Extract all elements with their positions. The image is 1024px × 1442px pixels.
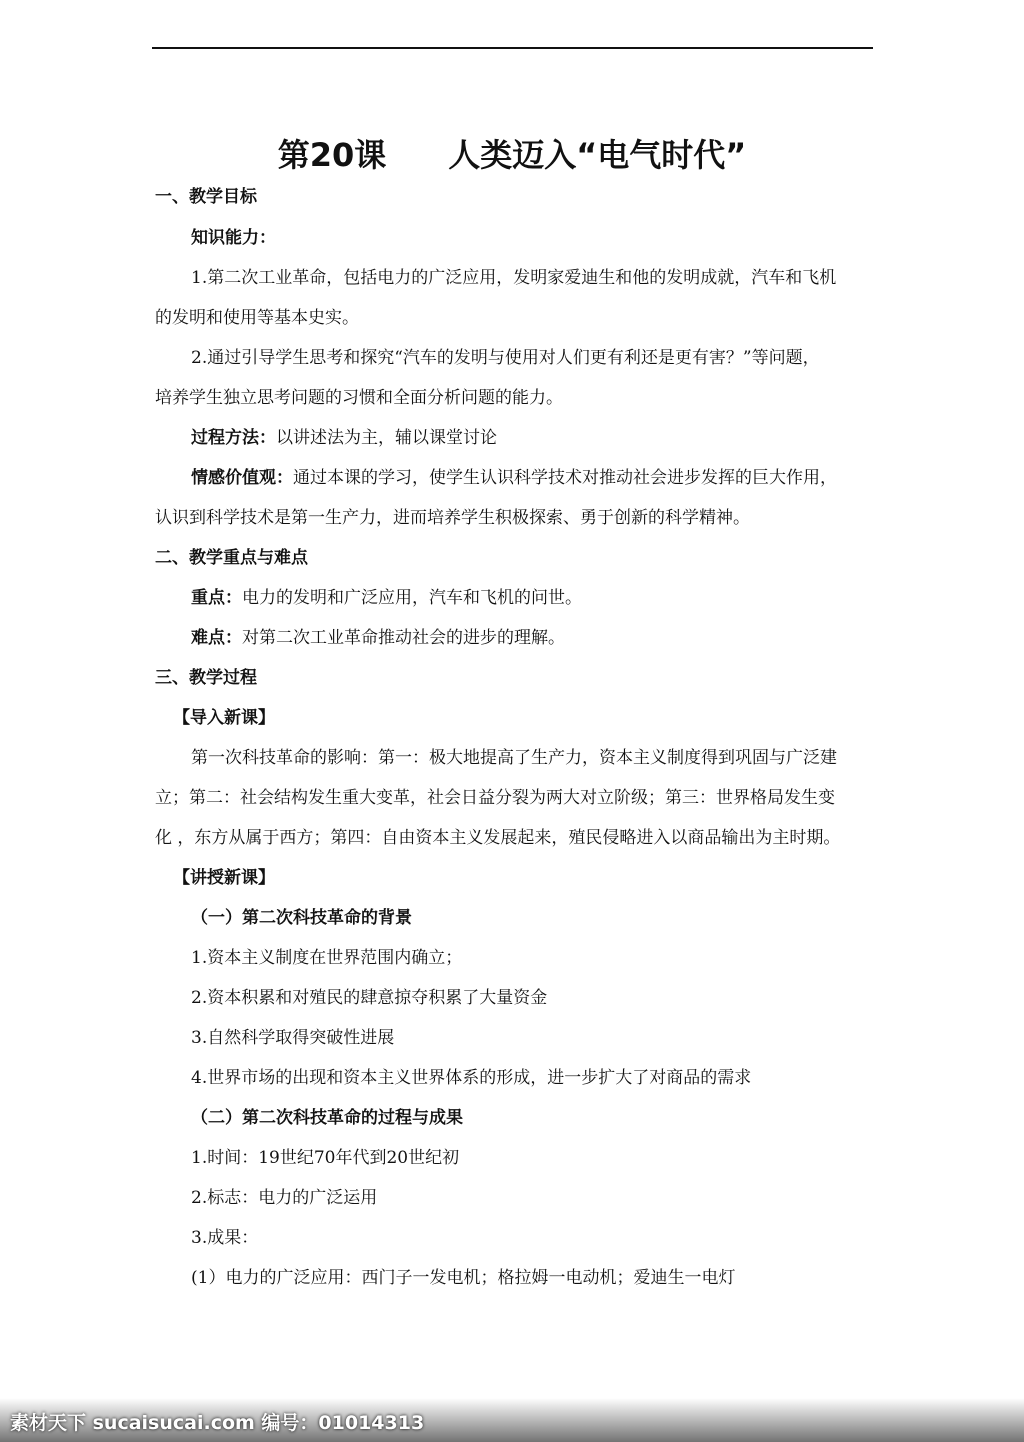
watermark-text: 素材天下 sucaisucai.com 编号：01014313 <box>10 1412 425 1434</box>
intro-line-1: 第一次科技革命的影响：第一：极大地提高了生产力，资本主义制度得到巩固与广泛建 <box>191 748 837 768</box>
lesson-title <box>0 130 1024 176</box>
background-item-1: 1.资本主义制度在世界范围内确立； <box>191 948 463 968</box>
background-item-2: 2.资本积累和对殖民的肆意掠夺积累了大量资金 <box>191 988 548 1008</box>
intro-line-3: 化 ，东方从属于西方；第四：自由资本主义发展起来，殖民侵略进入以商品输出为主时期。 <box>155 828 841 848</box>
process-mark: 2.标志：电力的广泛运用 <box>191 1188 378 1208</box>
process-heading: （二）第二次科技革命的过程与成果 <box>191 1108 463 1128</box>
knowledge-label: 知识能力： <box>191 228 276 248</box>
process-text: 以讲述法为主，辅以课堂讨论 <box>276 428 497 448</box>
difficulty-label: 难点： <box>191 628 242 648</box>
emotion-text-a: 通过本课的学习，使学生认识科学技术对推动社会进步发挥的巨大作用， <box>293 468 837 488</box>
process-result: 3.成果： <box>191 1228 259 1248</box>
key-label: 重点： <box>191 588 242 608</box>
lesson-number: 第20课 <box>277 136 387 174</box>
process-time: 1.时间：19世纪70年代到20世纪初 <box>191 1148 460 1168</box>
objective-1-line-2: 的发明和使用等基本史实。 <box>155 308 359 328</box>
process-method <box>191 426 497 450</box>
section-heading-process: 三、教学过程 <box>155 668 257 688</box>
objective-1-line-1: 1.第二次工业革命，包括电力的广泛应用，发明家爱迪生和他的发明成就，汽车和飞机 <box>191 268 837 288</box>
difficulty-text: 对第二次工业革命推动社会的进步的理解。 <box>242 628 565 648</box>
objective-2-line-1: 2.通过引导学生思考和探究“汽车的发明与使用对人们更有利还是更有害？”等问题， <box>191 348 820 368</box>
watermark-band <box>0 1398 1024 1442</box>
process-electricity: (1）电力的广泛应用：西门子一发电机；格拉姆一电动机；爱迪生一电灯 <box>191 1268 736 1288</box>
background-item-3: 3.自然科学取得突破性进展 <box>191 1028 395 1048</box>
section-heading-key-points: 二、教学重点与难点 <box>155 548 308 568</box>
header-rule <box>152 47 873 49</box>
key-point <box>191 586 582 610</box>
intro-line-2: 立；第二：社会结构发生重大变革，社会日益分裂为两大对立阶级；第三：世界格局发生变 <box>155 788 835 808</box>
new-lesson-label: 【讲授新课】 <box>173 868 275 888</box>
background-heading: （一）第二次科技革命的背景 <box>191 908 412 928</box>
background-item-4: 4.世界市场的出现和资本主义世界体系的形成，进一步扩大了对商品的需求 <box>191 1068 752 1088</box>
emotion-values-line-1 <box>191 466 837 490</box>
objective-2-line-2: 培养学生独立思考问题的习惯和全面分析问题的能力。 <box>155 388 563 408</box>
process-label: 过程方法： <box>191 428 276 448</box>
difficult-point <box>191 626 565 650</box>
intro-label: 【导入新课】 <box>173 708 275 728</box>
key-text: 电力的发明和广泛应用，汽车和飞机的问世。 <box>242 588 582 608</box>
section-heading-objectives: 一、教学目标 <box>155 187 257 207</box>
emotion-label: 情感价值观： <box>191 468 293 488</box>
lesson-name: 人类迈入“电气时代” <box>448 136 747 174</box>
emotion-values-line-2: 认识到科学技术是第一生产力，进而培养学生积极探索、勇于创新的科学精神。 <box>155 508 750 528</box>
